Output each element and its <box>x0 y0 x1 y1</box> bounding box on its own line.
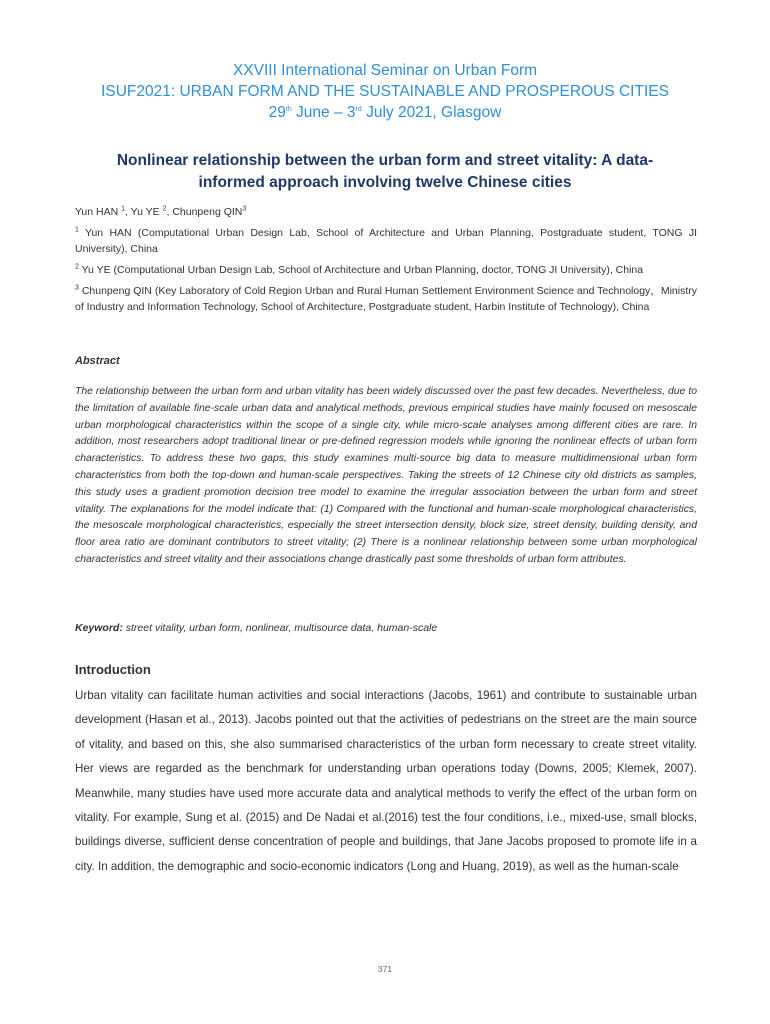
conference-theme: ISUF2021: URBAN FORM AND THE SUSTAINABLE AND PROSPEROUS CITIES <box>101 83 669 100</box>
introduction-body: Urban vitality can facilitate human activities and social interactions (Jacobs, 1961) and contribute to sustainable urban development (Hasan et al., 2013). Jacobs pointed out that the activities of pedestrians on the street are the main source of vitality, and based on this, she also summarised characteristics of the urban form necessary to create street vitality. Her views are regarded as the benchmark for understanding urban operations today (Downs, 2005; Klemek, 2007). Meanwhile, many studies have used more accurate data and analytical methods to verify the effect of the urban form on vitality. For example, Sung et al. (2015) and De Nadai et al.(2016) test the four conditions, i.e., mixed-use, small blocks, buildings diverse, sufficient dense concentration of people and buildings, that Jane Jacobs proposed to promote life in a city. In addition, the demographic and socio-economic indicators (Long and Huang, 2019), as well as the human-scale <box>75 689 697 873</box>
keywords-text: street vitality, urban form, nonlinear, multisource data, human-scale <box>122 622 438 634</box>
paper-title: Nonlinear relationship between the urban form and street vitality: A data- informed approach involving twelve Chinese cities <box>116 152 654 191</box>
conference-name: XXVIII International Seminar on Urban Form <box>232 62 538 79</box>
keywords <box>75 622 437 634</box>
keywords-label: Keyword: <box>75 622 123 634</box>
abstract-heading: Abstract <box>75 355 120 367</box>
conference-header <box>40 60 730 123</box>
abstract-body: The relationship between the urban form and urban vitality has been widely discussed over the past few decades. Nevertheless, due to the limitation of available fine-scale urban data and analytical methods, previous empirical studies have mainly focused on mesoscale urban morphological characteristics within the scope of a single city, while micro-scale analyses among different cities are rare. In addition, most researchers adopt traditional linear or pre-defined regression models while ignoring the nonlinear effects of urban form characteristics. To address these two gaps, this study examines multi-source big data to measure multidimensional urban form characteristics from both the top-down and human-scale perspectives. Taking the streets of 12 Chinese city old districts as samples, this study uses a gradient promotion decision tree model to examine the irregular association between the urban form and street vitality. The explanations for the model indicate that: (1) Compared with the functional and human-scale morphological characteristics, the mesoscale morphological characteristics, especially the street intersection density, block size, street density, building density, and floor area ratio are dominant contributors to street vitality; (2) There is a nonlinear relationship between some urban morphological characteristics and street vitality and their associations change drastically past some thresholds of urban form attributes. <box>75 386 697 565</box>
conference-dates: 29th June – 3rd July 2021, Glasgow <box>268 104 502 121</box>
affiliation-2: $^2$ Yu YE (Computational Urban Design Lab, School of Architecture and Urban Planning, doctor, TONG JI University), China <box>75 263 644 276</box>
affiliation-3: $^3$ Chunpeng QIN (Key Laboratory of Cold Region Urban and Rural Human Settlement Environment Science and Technology，Ministry of Industry and Information Technology, School of Architecture, Postgraduate student, Harbin Institute of Technology), China <box>75 284 697 313</box>
affiliation-1: $^1$ Yun HAN (Computational Urban Design Lab, School of Architecture and Urban Planning, Postgraduate student, TONG JI University), China <box>75 226 697 255</box>
page-number: 371 <box>377 964 393 974</box>
author-list: Yun HAN $^1$, Yu YE $^2$, Chunpeng QIN$^3$ <box>75 205 247 218</box>
introduction-heading: Introduction <box>75 662 151 677</box>
